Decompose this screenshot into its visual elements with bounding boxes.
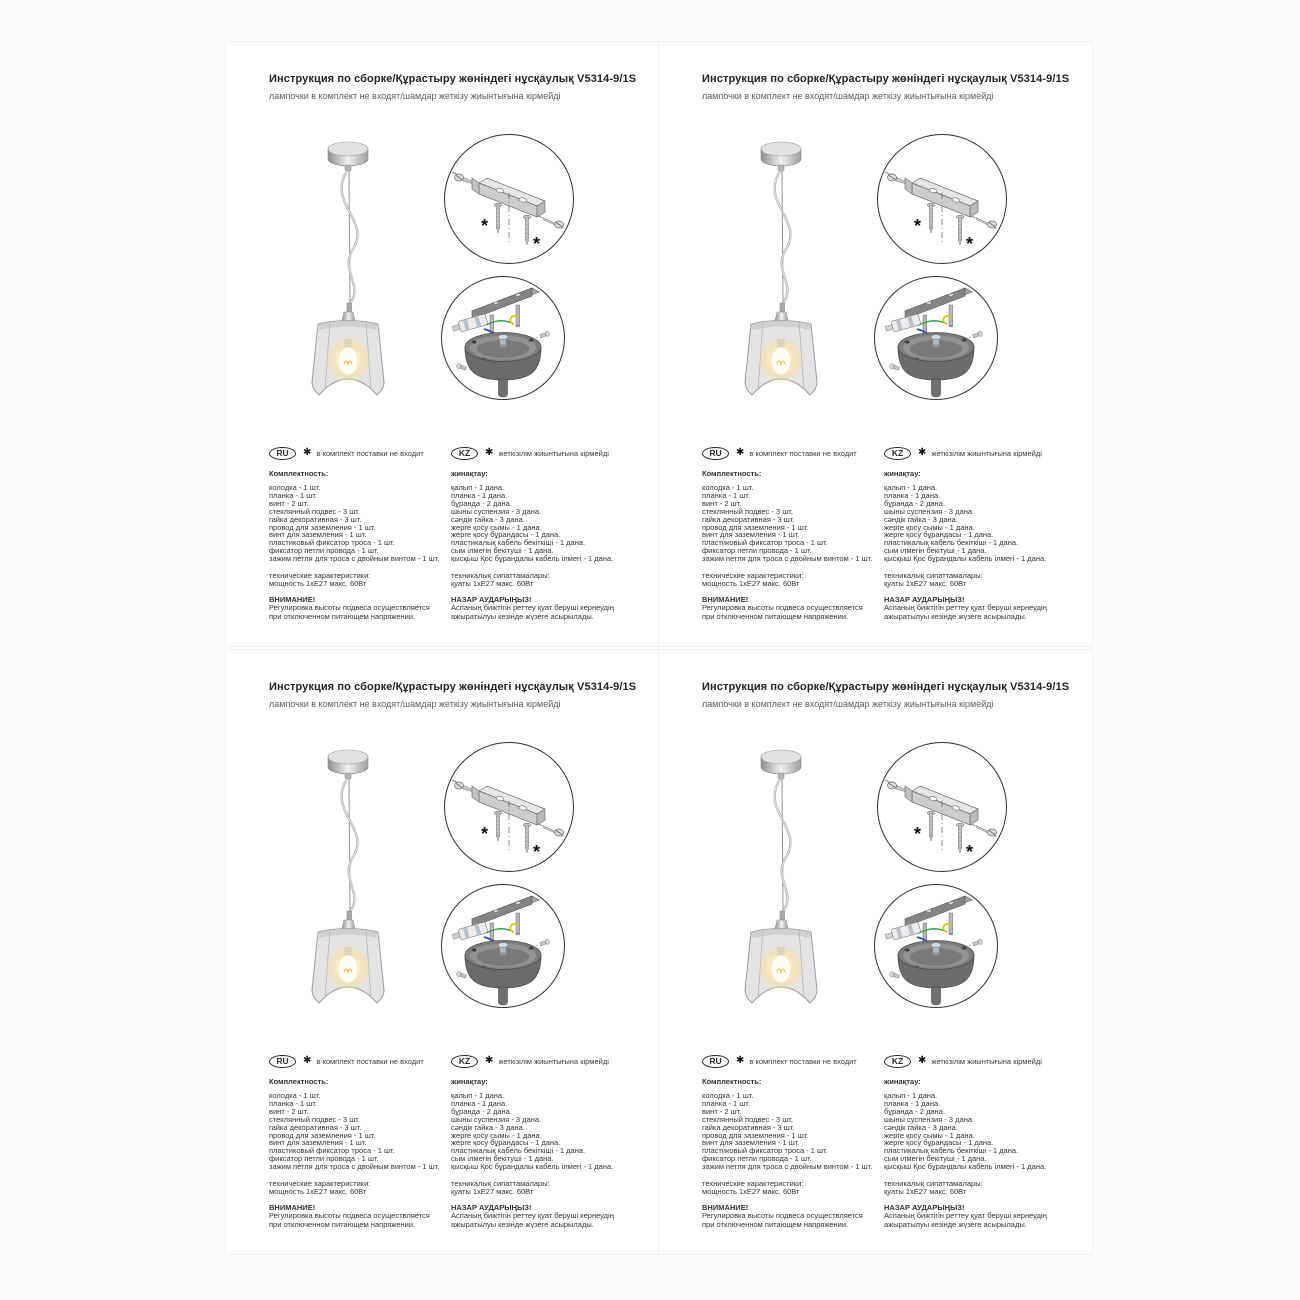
ru-warning-line2: при отключенном питающем напряжении. (269, 1219, 416, 1229)
part-item: жерге қосу бұрандасы - 1 дана. (451, 530, 561, 540)
part-item: қысқыш Қос бұрандалы кабель ілмегі - 1 дана. (884, 1162, 1047, 1172)
part-item: провод для заземления - 1 шт. (269, 1130, 376, 1140)
part-item: жерге қосу бұрандасы - 1 дана. (451, 1138, 561, 1148)
pendant-lamp-figure (301, 745, 397, 1007)
bracket-mounting-drawing (443, 133, 575, 265)
kz-list-title: жинақтау: (884, 1077, 921, 1086)
kz-warning-title: НАЗАР АУДАРЫҢЫЗ! (451, 594, 532, 604)
shade-fitting (775, 911, 788, 929)
ru-warning-line2: при отключенном питающем напряжении. (702, 611, 849, 621)
ru-warning-line1: Регулировка высоты подвеса осуществляется (702, 1211, 863, 1221)
not-included-asterisk-2: * (966, 842, 974, 862)
part-item: винт - 2 шт. (702, 1106, 742, 1116)
kz-warning-line1: Аспаның биіктігін реттеу қуат беруші кернеудің (884, 1211, 1047, 1221)
ru-parts-list (269, 1092, 449, 1171)
ru-tech-block (269, 1180, 449, 1197)
kz-language-badge: KZ (451, 1055, 478, 1068)
canopy-wiring-diagram (440, 883, 566, 1009)
glass-shade (745, 929, 817, 1004)
part-item: жерге қосу сымы - 1 дана. (884, 1130, 975, 1140)
part-item: шыны суспензия - 3 дана. (884, 1114, 975, 1124)
canopy-wiring-diagram (873, 883, 999, 1009)
ru-language-badge: RU (269, 447, 296, 460)
kz-not-included-note: жеткізілім жиынтығына кірмейді (931, 448, 1042, 458)
instruction-sheet (225, 41, 660, 647)
ru-tech-block (702, 1180, 882, 1197)
ru-warning-title: ВНИМАНИЕ! (702, 1202, 749, 1212)
sheet-title: Инструкция по сборке/Құрастыру жөніндегі нұсқаулық V5314-9/1S (269, 73, 637, 85)
kz-list-title: жинақтау: (451, 469, 488, 478)
ru-badge-row (702, 446, 882, 460)
ru-warning-title: ВНИМАНИЕ! (269, 1202, 316, 1212)
kz-tech-value: қуаты 1хЕ27 макс. 60Вт (451, 1187, 534, 1197)
part-item: планка - 1 шт. (702, 1098, 750, 1108)
not-included-asterisk-1: * (914, 216, 922, 236)
part-item: планка - 1 дана. (451, 490, 508, 500)
kz-warning-line1: Аспаның биіктігін реттеу қуат беруші кернеудің (884, 603, 1047, 613)
shade-fitting (342, 303, 355, 321)
canopy-wiring-drawing (440, 275, 566, 401)
part-item: жерге қосу бұрандасы - 1 дана. (884, 1138, 994, 1148)
ru-tech-title: технические характеристики: (702, 571, 804, 581)
kz-language-badge: KZ (451, 447, 478, 460)
kz-tech-value: қуаты 1хЕ27 макс. 60Вт (884, 579, 967, 589)
kz-column (451, 1054, 651, 1229)
ru-language-badge: RU (269, 1055, 296, 1068)
ru-parts-list (702, 484, 882, 563)
kz-parts-list (884, 484, 1084, 563)
part-item: провод для заземления - 1 шт. (269, 522, 376, 532)
kz-badge-row (884, 1054, 1084, 1068)
kz-column (884, 446, 1084, 621)
part-item: пластиковый фиксатор троса - 1 шт. (702, 1146, 828, 1156)
not-included-asterisk-2: * (533, 234, 541, 254)
bracket-mounting-diagram (876, 133, 1008, 265)
canopy-wiring-drawing (873, 883, 999, 1009)
sheet-title: Инструкция по сборке/Құрастыру жөніндегі нұсқаулық V5314-9/1S (269, 681, 637, 693)
part-item: пластикалық кабель бекіткіші - 1 дана. (451, 1146, 586, 1156)
kz-tech-value: қуаты 1хЕ27 макс. 60Вт (884, 1187, 967, 1197)
glass-shade (312, 929, 384, 1004)
ru-language-badge: RU (702, 447, 729, 460)
part-item: гайка декоративная - 3 шт. (702, 514, 795, 524)
ru-list-title: Комплектность: (269, 1077, 329, 1086)
part-item: винт - 2 шт. (702, 498, 742, 508)
ru-not-included-note: в комплект поставки не входит (316, 448, 424, 458)
not-included-asterisk-1: * (914, 824, 922, 844)
part-item: жерге қосу сымы - 1 дана. (451, 1130, 542, 1140)
canopy-stem (499, 987, 508, 1005)
ru-not-included-note: в комплект поставки не входит (749, 1056, 857, 1066)
sheet-subtitle: лампочки в комплект не входят/шамдар жеткізу жиынтығына кірмейді (702, 91, 994, 101)
ru-warning-line1: Регулировка высоты подвеса осуществляется (269, 603, 430, 613)
part-item: қалып - 1 дана. (451, 483, 505, 492)
ru-tech-value: мощность 1хЕ27 макс. 60Вт (702, 579, 800, 589)
asterisk-icon: ✱ (303, 1055, 312, 1066)
suspension-cables (775, 779, 791, 913)
pendant-lamp-figure (734, 745, 830, 1007)
bracket-mounting-diagram (443, 741, 575, 873)
part-item: сәндік гайка - 3 дана. (884, 514, 958, 524)
pendant-lamp-figure (301, 137, 397, 399)
ceiling-canopy (328, 750, 368, 779)
ru-tech-title: технические характеристики: (269, 1179, 371, 1189)
bracket-mounting-diagram (876, 741, 1008, 873)
part-item: жерге қосу бұрандасы - 1 дана. (884, 530, 994, 540)
kz-warning-block (451, 596, 651, 621)
part-item: зажим петля для троса с двойным винтом - 1 шт. (702, 1162, 873, 1172)
ru-warning-block (702, 1204, 882, 1229)
part-item: провод для заземления - 1 шт. (702, 522, 809, 532)
ru-list-title: Комплектность: (269, 469, 329, 478)
part-item: сәндік гайка - 3 дана. (451, 514, 525, 524)
asterisk-icon: ✱ (918, 1055, 927, 1066)
not-included-asterisk-2: * (966, 234, 974, 254)
part-item: қалып - 1 дана. (451, 1091, 505, 1100)
part-item: стеклянный подвес - 3 шт. (702, 506, 793, 516)
part-item: провод для заземления - 1 шт. (702, 1130, 809, 1140)
ceiling-canopy (761, 750, 801, 779)
part-item: фиксатор петли провода - 1 шт. (269, 546, 379, 556)
ru-language-badge: RU (702, 1055, 729, 1068)
kz-not-included-note: жеткізілім жиынтығына кірмейді (498, 448, 609, 458)
canopy-stem (932, 379, 941, 397)
instruction-sheet (225, 649, 660, 1255)
kz-warning-line2: ажыратылуы кезінде жүзеге асырылады. (451, 1219, 594, 1229)
bracket-mounting-drawing (443, 741, 575, 873)
sheet-subtitle: лампочки в комплект не входят/шамдар жеткізу жиынтығына кірмейді (269, 699, 561, 709)
pendant-lamp-drawing (301, 137, 397, 399)
ru-tech-value: мощность 1хЕ27 макс. 60Вт (269, 579, 367, 589)
ceiling-canopy (761, 142, 801, 171)
asterisk-icon: ✱ (918, 447, 927, 458)
bracket-mounting-drawing (876, 133, 1008, 265)
part-item: пластиковый фиксатор троса - 1 шт. (702, 538, 828, 548)
canopy-wiring-diagram (873, 275, 999, 401)
kz-tech-title: техникалық сипаттамалары: (884, 1179, 983, 1189)
part-item: зажим петля для троса с двойным винтом - 1 шт. (702, 554, 873, 564)
part-item: сәндік гайка - 3 дана. (884, 1122, 958, 1132)
part-item: сәндік гайка - 3 дана. (451, 1122, 525, 1132)
light-bulb (771, 955, 791, 983)
part-item: зажим петля для троса с двойным винтом - 1 шт. (269, 1162, 440, 1172)
part-item: колодка - 1 шт. (702, 1091, 754, 1100)
part-item: бұранда - 2 дана. (451, 1106, 512, 1116)
ru-tech-title: технические характеристики: (269, 571, 371, 581)
part-item: сым ілмегін бекітуші - 1 дана. (451, 546, 554, 556)
ru-list-title: Комплектность: (702, 469, 762, 478)
light-bulb (338, 955, 358, 983)
part-item: планка - 1 шт. (269, 490, 317, 500)
part-item: колодка - 1 шт. (702, 483, 754, 492)
ru-tech-title: технические характеристики: (702, 1179, 804, 1189)
part-item: планка - 1 шт. (269, 1098, 317, 1108)
pendant-lamp-drawing (734, 745, 830, 1007)
ru-column (269, 446, 449, 621)
bracket-mounting-diagram (443, 133, 575, 265)
kz-tech-block (884, 1180, 1084, 1197)
kz-warning-line2: ажыратылуы кезінде жүзеге асырылады. (884, 611, 1027, 621)
kz-tech-value: қуаты 1хЕ27 макс. 60Вт (451, 579, 534, 589)
ru-not-included-note: в комплект поставки не входит (749, 448, 857, 458)
instruction-sheet (658, 649, 1093, 1255)
kz-parts-list (451, 484, 651, 563)
kz-list-title: жинақтау: (884, 469, 921, 478)
part-item: планка - 1 дана. (451, 1098, 508, 1108)
ru-tech-value: мощность 1хЕ27 макс. 60Вт (269, 1187, 367, 1197)
asterisk-icon: ✱ (303, 447, 312, 458)
canopy-wiring-drawing (873, 275, 999, 401)
part-item: шыны суспензия - 3 дана. (451, 506, 542, 516)
light-bulb (771, 347, 791, 375)
part-item: пластиковый фиксатор троса - 1 шт. (269, 1146, 395, 1156)
suspension-cables (342, 779, 358, 913)
not-included-asterisk-1: * (481, 216, 489, 236)
ru-column (702, 446, 882, 621)
kz-warning-line1: Аспаның биіктігін реттеу қуат беруші кернеудің (451, 603, 614, 613)
kz-not-included-note: жеткізілім жиынтығына кірмейді (498, 1056, 609, 1066)
pendant-lamp-figure (734, 137, 830, 399)
part-item: қалып - 1 дана. (884, 483, 938, 492)
part-item: стеклянный подвес - 3 шт. (702, 1114, 793, 1124)
ru-warning-block (269, 1204, 449, 1229)
kz-badge-row (884, 446, 1084, 460)
part-item: фиксатор петли провода - 1 шт. (702, 546, 812, 556)
part-item: зажим петля для троса с двойным винтом - 1 шт. (269, 554, 440, 564)
ru-badge-row (269, 446, 449, 460)
part-item: гайка декоративная - 3 шт. (269, 1122, 362, 1132)
ru-warning-line1: Регулировка высоты подвеса осуществляется (702, 603, 863, 613)
kz-list-title: жинақтау: (451, 1077, 488, 1086)
kz-badge-row (451, 446, 651, 460)
ru-parts-list (702, 1092, 882, 1171)
pendant-lamp-drawing (734, 137, 830, 399)
ru-warning-line2: при отключенном питающем напряжении. (702, 1219, 849, 1229)
kz-warning-block (451, 1204, 651, 1229)
ru-column (702, 1054, 882, 1229)
canopy-wiring-diagram (440, 275, 566, 401)
part-item: пластикалық кабель бекіткіші - 1 дана. (884, 1146, 1019, 1156)
suspension-cables (775, 171, 791, 305)
kz-language-badge: KZ (884, 447, 911, 460)
asterisk-icon: ✱ (736, 1055, 745, 1066)
bracket-mounting-drawing (876, 741, 1008, 873)
glass-shade (312, 321, 384, 396)
part-item: винт - 2 шт. (269, 498, 309, 508)
canopy-stem (499, 379, 508, 397)
kz-tech-title: техникалық сипаттамалары: (451, 1179, 550, 1189)
part-item: бұранда - 2 дана. (884, 1106, 945, 1116)
ru-warning-block (702, 596, 882, 621)
kz-warning-line2: ажыратылуы кезінде жүзеге асырылады. (884, 1219, 1027, 1229)
part-item: винт для заземления - 1 шт. (269, 530, 367, 540)
ru-warning-line2: при отключенном питающем напряжении. (269, 611, 416, 621)
kz-warning-block (884, 1204, 1084, 1229)
part-item: пластиковый фиксатор троса - 1 шт. (269, 538, 395, 548)
part-item: фиксатор петли провода - 1 шт. (269, 1154, 379, 1164)
kz-warning-title: НАЗАР АУДАРЫҢЫЗ! (451, 1202, 532, 1212)
kz-warning-line1: Аспаның биіктігін реттеу қуат беруші кернеудің (451, 1211, 614, 1221)
part-item: винт для заземления - 1 шт. (269, 1138, 367, 1148)
suspension-cables (342, 171, 358, 305)
ru-badge-row (269, 1054, 449, 1068)
part-item: винт для заземления - 1 шт. (702, 1138, 800, 1148)
part-item: планка - 1 дана. (884, 1098, 941, 1108)
part-item: стеклянный подвес - 3 шт. (269, 1114, 360, 1124)
kz-badge-row (451, 1054, 651, 1068)
canopy-wiring-drawing (440, 883, 566, 1009)
part-item: винт для заземления - 1 шт. (702, 530, 800, 540)
part-item: колодка - 1 шт. (269, 483, 321, 492)
ru-warning-block (269, 596, 449, 621)
not-included-asterisk-2: * (533, 842, 541, 862)
part-item: планка - 1 шт. (702, 490, 750, 500)
part-item: шыны суспензия - 3 дана. (884, 506, 975, 516)
kz-tech-title: техникалық сипаттамалары: (884, 571, 983, 581)
ru-warning-line1: Регулировка высоты подвеса осуществляется (269, 1211, 430, 1221)
kz-column (884, 1054, 1084, 1229)
kz-warning-title: НАЗАР АУДАРЫҢЫЗ! (884, 1202, 965, 1212)
canopy-stem (932, 987, 941, 1005)
not-included-asterisk-1: * (481, 824, 489, 844)
ru-tech-block (702, 572, 882, 589)
asterisk-icon: ✱ (485, 447, 494, 458)
part-item: қысқыш Қос бұрандалы кабель ілмегі - 1 дана. (884, 554, 1047, 564)
ru-tech-value: мощность 1хЕ27 макс. 60Вт (702, 1187, 800, 1197)
part-item: гайка декоративная - 3 шт. (702, 1122, 795, 1132)
sheet-subtitle: лампочки в комплект не входят/шамдар жеткізу жиынтығына кірмейді (269, 91, 561, 101)
ru-column (269, 1054, 449, 1229)
part-item: сым ілмегін бекітуші - 1 дана. (884, 1154, 987, 1164)
kz-parts-list (884, 1092, 1084, 1171)
part-item: сым ілмегін бекітуші - 1 дана. (884, 546, 987, 556)
shade-fitting (775, 303, 788, 321)
part-item: колодка - 1 шт. (269, 1091, 321, 1100)
sheet-subtitle: лампочки в комплект не входят/шамдар жеткізу жиынтығына кірмейді (702, 699, 994, 709)
kz-warning-block (884, 596, 1084, 621)
part-item: шыны суспензия - 3 дана. (451, 1114, 542, 1124)
kz-warning-title: НАЗАР АУДАРЫҢЫЗ! (884, 594, 965, 604)
ceiling-canopy (328, 142, 368, 171)
pendant-lamp-drawing (301, 745, 397, 1007)
kz-language-badge: KZ (884, 1055, 911, 1068)
part-item: қысқыш Қос бұрандалы кабель ілмегі - 1 дана. (451, 1162, 614, 1172)
ru-parts-list (269, 484, 449, 563)
kz-warning-line2: ажыратылуы кезінде жүзеге асырылады. (451, 611, 594, 621)
kz-parts-list (451, 1092, 651, 1171)
part-item: жерге қосу сымы - 1 дана. (451, 522, 542, 532)
glass-shade (745, 321, 817, 396)
ru-tech-block (269, 572, 449, 589)
asterisk-icon: ✱ (485, 1055, 494, 1066)
ru-warning-title: ВНИМАНИЕ! (702, 594, 749, 604)
part-item: қысқыш Қос бұрандалы кабель ілмегі - 1 дана. (451, 554, 614, 564)
part-item: пластикалық кабель бекіткіші - 1 дана. (884, 538, 1019, 548)
sheet-title: Инструкция по сборке/Құрастыру жөніндегі нұсқаулық V5314-9/1S (702, 73, 1070, 85)
kz-tech-block (451, 1180, 651, 1197)
ru-list-title: Комплектность: (702, 1077, 762, 1086)
shade-fitting (342, 911, 355, 929)
kz-column (451, 446, 651, 621)
instruction-sheet (658, 41, 1093, 647)
part-item: пластикалық кабель бекіткіші - 1 дана. (451, 538, 586, 548)
part-item: сым ілмегін бекітуші - 1 дана. (451, 1154, 554, 1164)
kz-tech-block (884, 572, 1084, 589)
ru-badge-row (702, 1054, 882, 1068)
kz-not-included-note: жеткізілім жиынтығына кірмейді (931, 1056, 1042, 1066)
ru-warning-title: ВНИМАНИЕ! (269, 594, 316, 604)
part-item: гайка декоративная - 3 шт. (269, 514, 362, 524)
part-item: қалып - 1 дана. (884, 1091, 938, 1100)
kz-tech-title: техникалық сипаттамалары: (451, 571, 550, 581)
part-item: бұранда - 2 дана. (884, 498, 945, 508)
part-item: жерге қосу сымы - 1 дана. (884, 522, 975, 532)
part-item: бұранда - 2 дана. (451, 498, 512, 508)
asterisk-icon: ✱ (736, 447, 745, 458)
part-item: фиксатор петли провода - 1 шт. (702, 1154, 812, 1164)
sheet-title: Инструкция по сборке/Құрастыру жөніндегі нұсқаулық V5314-9/1S (702, 681, 1070, 693)
kz-tech-block (451, 572, 651, 589)
part-item: стеклянный подвес - 3 шт. (269, 506, 360, 516)
ru-not-included-note: в комплект поставки не входит (316, 1056, 424, 1066)
light-bulb (338, 347, 358, 375)
part-item: планка - 1 дана. (884, 490, 941, 500)
part-item: винт - 2 шт. (269, 1106, 309, 1116)
